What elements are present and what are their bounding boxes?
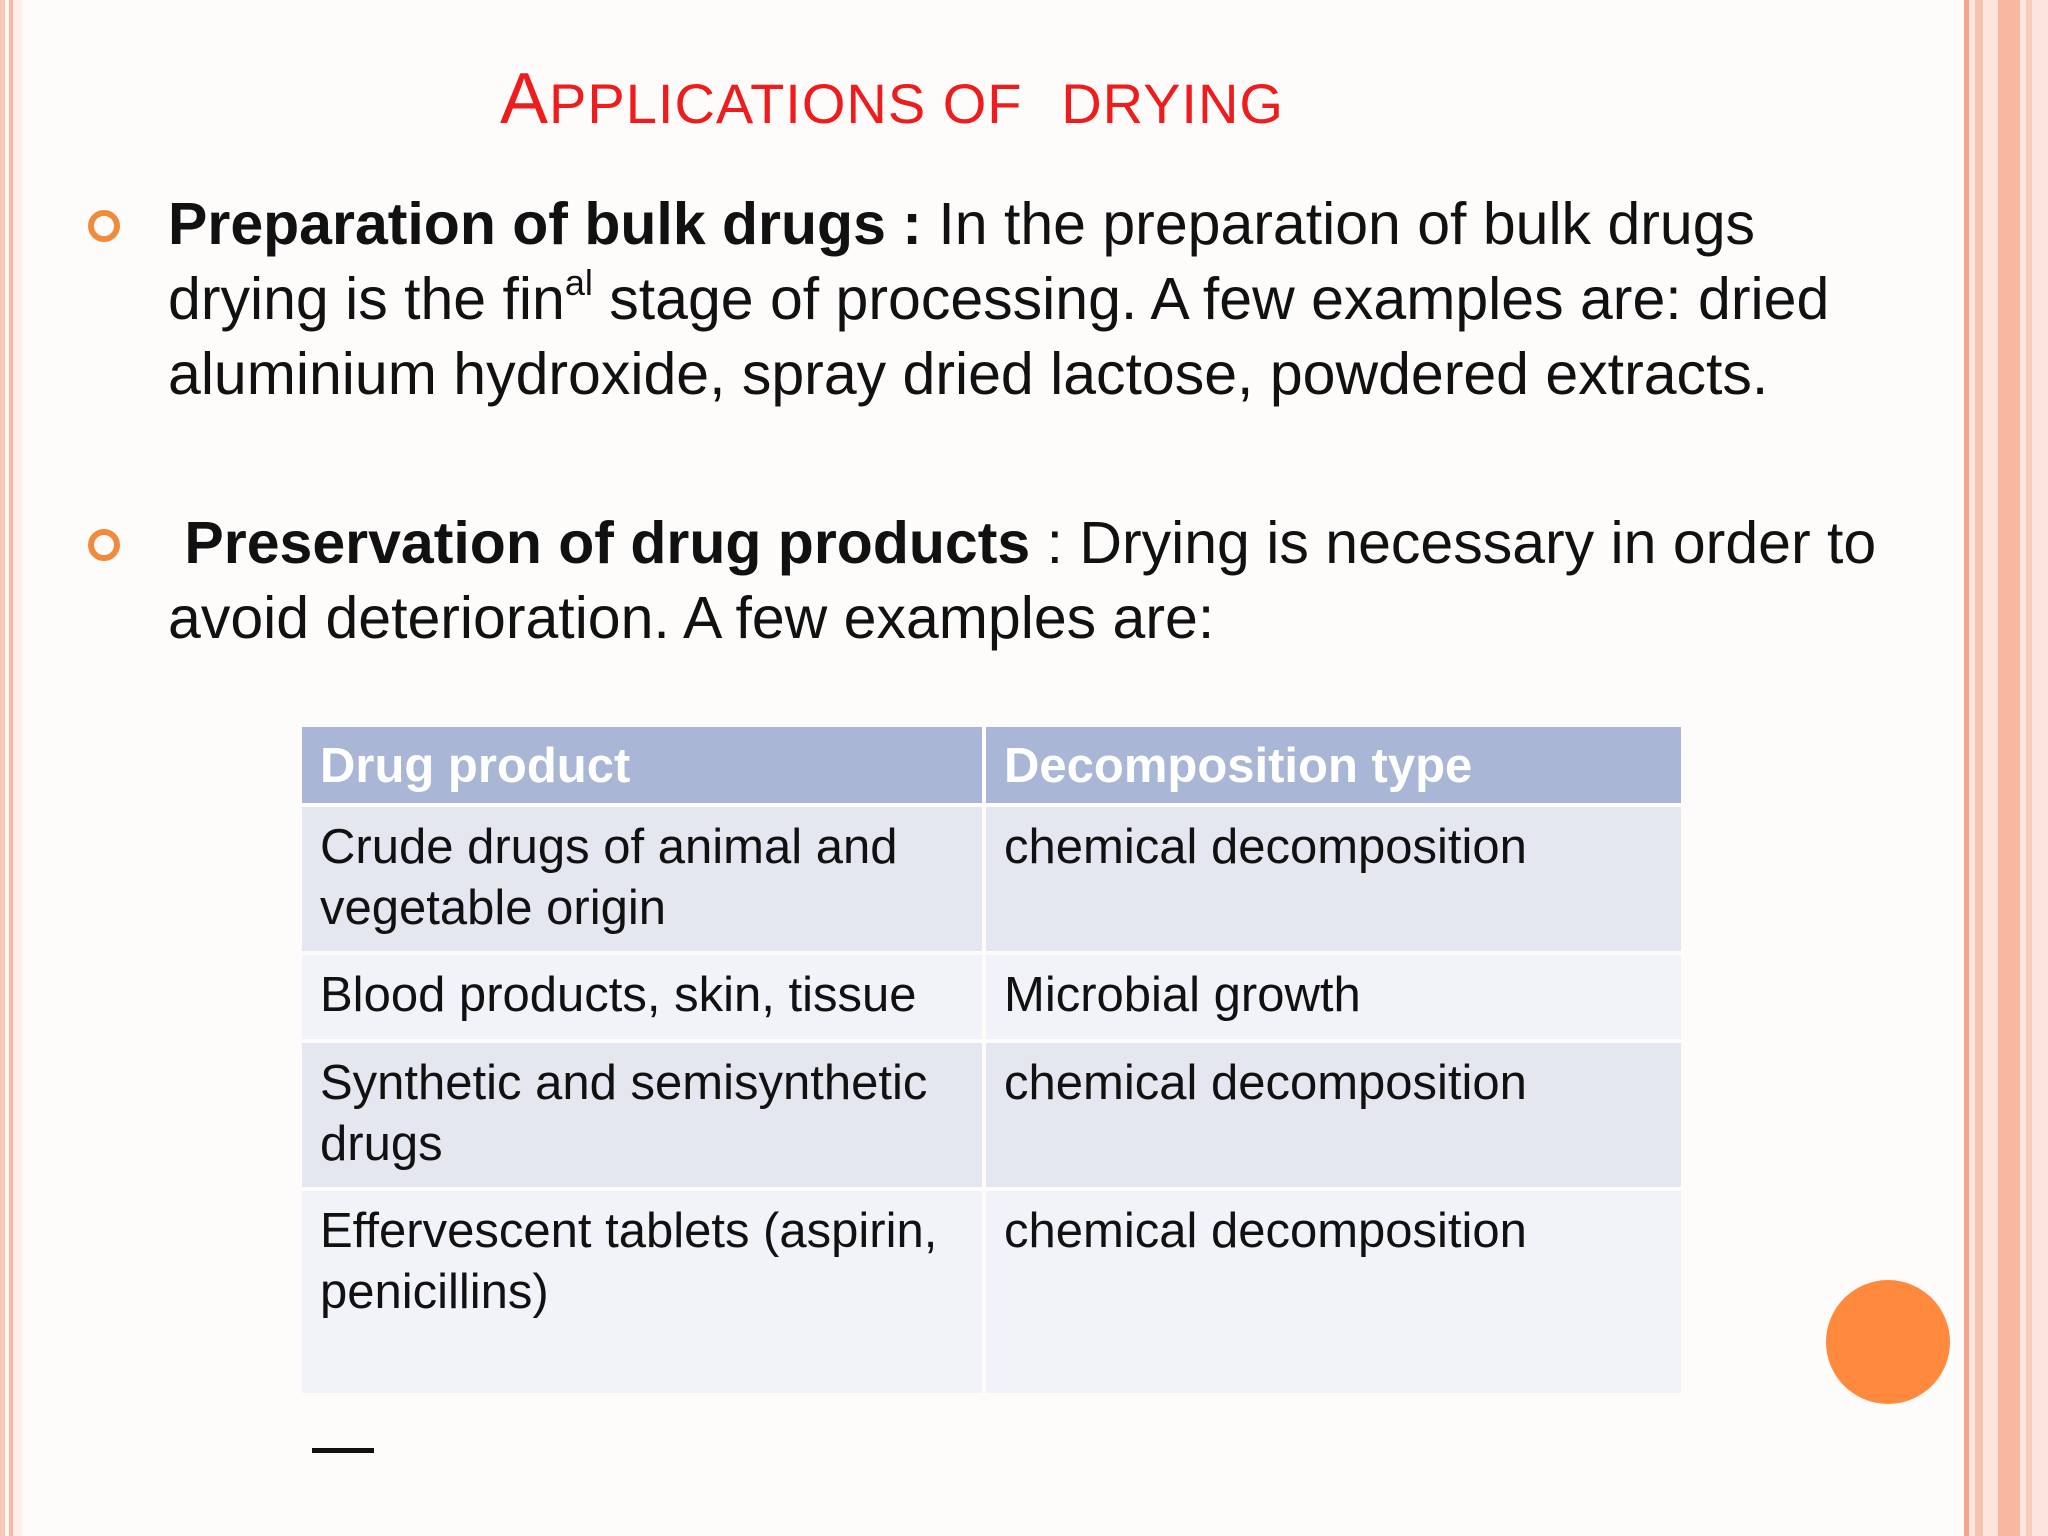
table-header-row <box>302 727 1681 803</box>
cell-decomposition-type: Microbial growth <box>986 955 1681 1039</box>
drug-decomposition-table <box>298 723 1685 1397</box>
bullet-body: : Drying is necessary in order to avoid deterioration. A few examples are: <box>168 510 1877 651</box>
bullet-heading: Preservation of drug products <box>184 510 1031 576</box>
cell-decomposition-type: chemical decomposition <box>986 807 1681 951</box>
cell-decomposition-type: chemical decomposition <box>986 1043 1681 1187</box>
bullet-circle-icon <box>88 210 120 242</box>
bullet-text <box>168 506 1908 656</box>
title-drying: DRYING <box>1061 72 1284 135</box>
bullet-circle-icon <box>88 529 120 561</box>
left-decorative-border <box>0 0 22 1536</box>
slide-content <box>22 0 1964 1536</box>
orange-circle-decoration <box>1826 1280 1950 1404</box>
cell-drug-product: Effervescent tablets (aspirin, penicillins) <box>302 1191 982 1393</box>
bullet-text <box>168 187 1908 412</box>
footer-dash <box>312 1448 374 1453</box>
bullet-heading: Preparation of bulk drugs : <box>168 191 922 257</box>
header-drug-product: Drug product <box>302 727 982 803</box>
cell-drug-product: Blood products, skin, tissue <box>302 955 982 1039</box>
title-initial: A <box>500 59 550 139</box>
table-row <box>302 955 1681 1039</box>
bullet-superscript: al <box>564 262 593 303</box>
bullet-body-rest: stage of processing. A few examples are: dried aluminium hydroxide, spray dried lactose, powdered extracts. <box>168 266 1830 407</box>
cell-decomposition-type: chemical decomposition <box>986 1191 1681 1393</box>
bullet-body: In the preparation of bulk drugs drying is the fin <box>168 191 1756 332</box>
table-row <box>302 807 1681 951</box>
cell-drug-product: Synthetic and semisynthetic drugs <box>302 1043 982 1187</box>
slide-title <box>500 58 1500 140</box>
table-row <box>302 1043 1681 1187</box>
right-decorative-border <box>1964 0 2048 1536</box>
bullet-preservation <box>88 506 1908 656</box>
table-row <box>302 1191 1681 1393</box>
header-decomposition-type: Decomposition type <box>986 727 1681 803</box>
title-rest: PPLICATIONS OF <box>549 72 1023 135</box>
bullet-preparation <box>88 187 1908 412</box>
cell-drug-product: Crude drugs of animal and vegetable origin <box>302 807 982 951</box>
